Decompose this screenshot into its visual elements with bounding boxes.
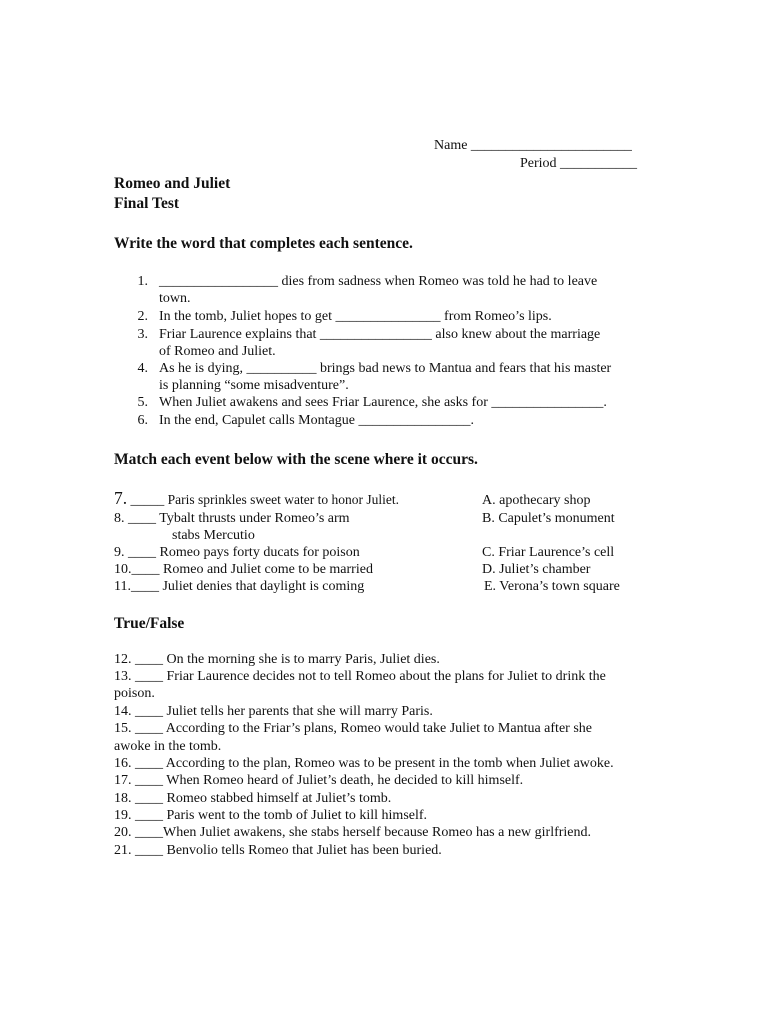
list-item: [114, 510, 350, 527]
item-number: 10.: [114, 562, 132, 577]
list-item: 16. ____ According to the plan, Romeo was to be present in the tomb when Juliet awoke.: [114, 756, 614, 771]
list-item-cont: awoke in the tomb.: [114, 739, 222, 754]
list-item: [114, 578, 364, 595]
item-number: 3.: [137, 327, 148, 342]
item-number: 4.: [137, 361, 148, 376]
test-title: Romeo and Juliet: [114, 175, 231, 192]
item-text: As he is dying, __________ brings bad news to Mantua and fears that his master: [159, 361, 612, 376]
item-text: ____ Tybalt thrusts under Romeo’s arm: [124, 511, 350, 526]
item-text: ____ Romeo pays forty ducats for poison: [124, 545, 360, 560]
item-text-cont: is planning “some misadventure”.: [159, 378, 349, 393]
item-number: 1.: [137, 274, 148, 289]
scene-option: A. apothecary shop: [482, 493, 591, 508]
item-number: 7.: [114, 488, 128, 508]
item-text: ____ Juliet denies that daylight is coming: [130, 579, 365, 594]
list-item: 20. ____When Juliet awakens, she stabs herself because Romeo has a new girlfriend.: [114, 825, 592, 840]
list-item: 13. ____ Friar Laurence decides not to tell Romeo about the plans for Juliet to drink the: [114, 669, 606, 684]
scene-option: E. Verona’s town square: [484, 579, 620, 594]
list-item: 18. ____ Romeo stabbed himself at Juliet’s tomb.: [114, 791, 392, 806]
item-text-cont: stabs Mercutio: [172, 528, 255, 543]
scene-option: B. Capulet’s monument: [482, 511, 615, 526]
name-field: Name _______________________: [434, 138, 632, 153]
list-item: 14. ____ Juliet tells her parents that she will marry Paris.: [114, 704, 433, 719]
list-item-cont: poison.: [114, 686, 155, 701]
item-number: 6.: [137, 413, 148, 428]
test-subtitle: Final Test: [114, 195, 180, 212]
item-text: _____ Paris sprinkles sweet water to honor Juliet.: [127, 492, 399, 507]
list-item: 15. ____ According to the Friar’s plans, Romeo would take Juliet to Mantua after she: [114, 721, 592, 736]
item-number: 8.: [114, 511, 125, 526]
item-text: In the end, Capulet calls Montague ________________.: [159, 413, 474, 428]
item-text: In the tomb, Juliet hopes to get _______________ from Romeo’s lips.: [159, 309, 552, 324]
item-text: Friar Laurence explains that ________________ also knew about the marriage: [159, 327, 601, 342]
item-text-cont: of Romeo and Juliet.: [159, 344, 276, 359]
list-item: 19. ____ Paris went to the tomb of Juliet to kill himself.: [114, 808, 428, 823]
item-number: 9.: [114, 545, 125, 560]
list-item: 21. ____ Benvolio tells Romeo that Juliet has been buried.: [114, 843, 442, 858]
period-field: Period ___________: [520, 156, 638, 171]
section-true-false-heading: True/False: [114, 615, 185, 632]
list-item: [114, 561, 373, 578]
scene-option: C. Friar Laurence’s cell: [482, 545, 615, 560]
item-text: _________________ dies from sadness when Romeo was told he had to leave: [159, 274, 598, 289]
scene-option: D. Juliet’s chamber: [482, 562, 591, 577]
item-number: 5.: [137, 395, 148, 410]
item-number: 2.: [137, 309, 148, 324]
item-text: ____ Romeo and Juliet come to be married: [131, 562, 373, 577]
list-item: [114, 544, 360, 561]
section-matching-heading: Match each event below with the scene where it occurs.: [114, 451, 478, 468]
item-text: When Juliet awakens and sees Friar Laurence, she asks for ________________.: [159, 395, 607, 410]
item-text-cont: town.: [159, 291, 191, 306]
list-item: [114, 490, 399, 509]
item-number: 11.: [114, 579, 131, 594]
list-item: 17. ____ When Romeo heard of Juliet’s death, he decided to kill himself.: [114, 773, 524, 788]
section-fill-in-heading: Write the word that completes each sentence.: [114, 235, 413, 252]
list-item: 12. ____ On the morning she is to marry Paris, Juliet dies.: [114, 652, 440, 667]
